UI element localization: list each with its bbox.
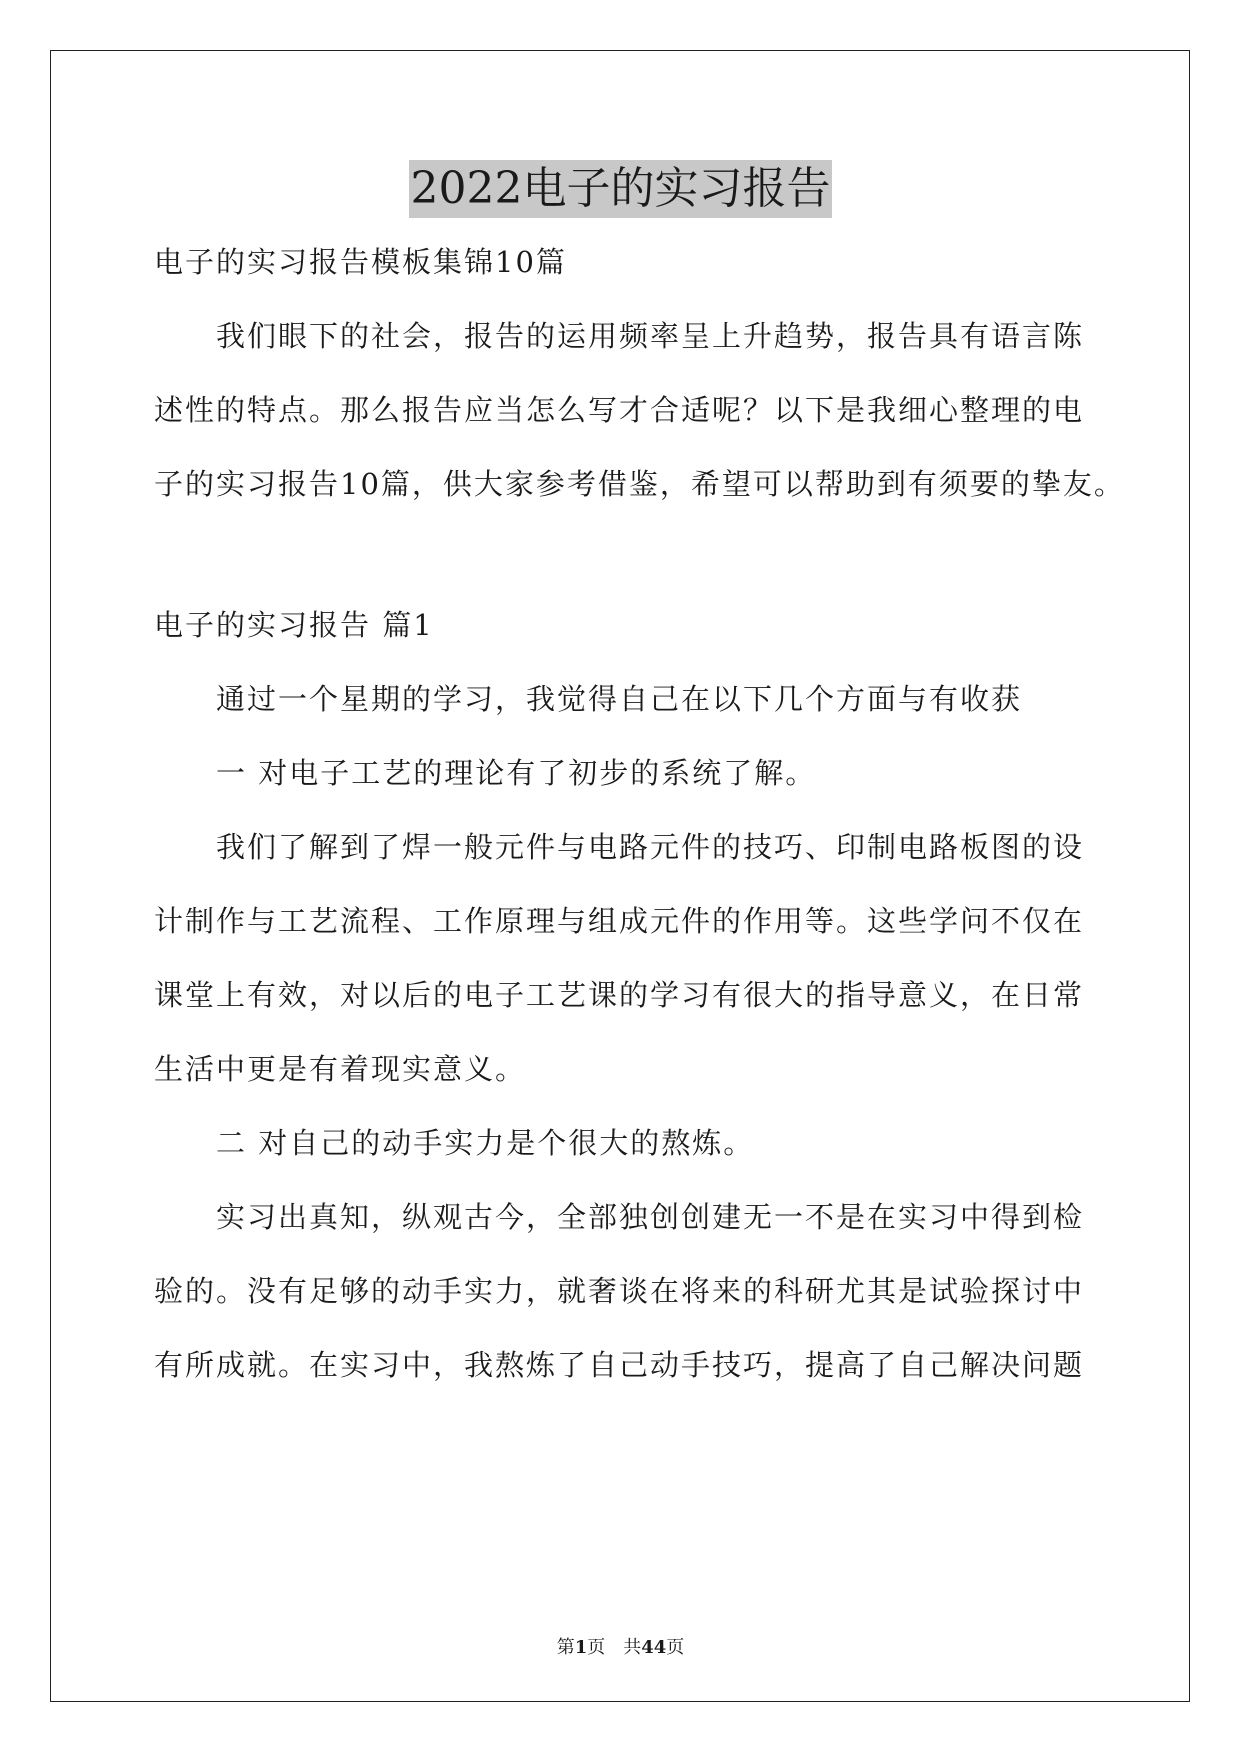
section-heading: 电子的实习报告 篇1: [154, 608, 434, 642]
document-title: 2022电子的实习报告: [409, 160, 833, 218]
footer-mid: 页 共: [587, 1637, 642, 1658]
document-title-wrapper: [0, 160, 1241, 218]
body-line-9: 验的。没有足够的动手实力，就奢谈在将来的科研尤其是试验探讨中: [154, 1274, 1085, 1308]
body-line-4: 计制作与工艺流程、工作原理与组成元件的作用等。这些学问不仅在: [154, 904, 1085, 938]
intro-line-1: 我们眼下的社会，报告的运用频率呈上升趋势，报告具有语言陈: [216, 319, 1085, 353]
footer-page-number: 1: [574, 1637, 588, 1658]
subtitle: 电子的实习报告模板集锦10篇: [154, 245, 567, 279]
body-line-8: 实习出真知，纵观古今，全部独创创建无一不是在实习中得到检: [216, 1200, 1085, 1234]
body-line-1: 通过一个星期的学习，我觉得自己在以下几个方面与有收获: [216, 682, 1023, 716]
page-footer: [0, 1633, 1241, 1659]
body-line-2: 一 对电子工艺的理论有了初步的系统了解。: [216, 756, 817, 790]
intro-line-2: 述性的特点。那么报告应当怎么写才合适呢？以下是我细心整理的电: [154, 393, 1085, 427]
intro-line-3: 子的实习报告10篇，供大家参考借鉴，希望可以帮助到有须要的挚友。: [154, 467, 1125, 501]
body-line-5: 课堂上有效，对以后的电子工艺课的学习有很大的指导意义，在日常: [154, 978, 1085, 1012]
body-line-6: 生活中更是有着现实意义。: [154, 1052, 527, 1086]
footer-prefix: 第: [556, 1637, 575, 1658]
body-line-7: 二 对自己的动手实力是个很大的熬炼。: [216, 1126, 755, 1160]
page-border: [50, 50, 1190, 1702]
body-line-3: 我们了解到了焊一般元件与电路元件的技巧、印制电路板图的设: [216, 830, 1085, 864]
body-line-10: 有所成就。在实习中，我熬炼了自己动手技巧，提高了自己解决问题: [154, 1348, 1085, 1382]
footer-suffix: 页: [666, 1637, 685, 1658]
footer-total-pages: 44: [641, 1637, 667, 1658]
